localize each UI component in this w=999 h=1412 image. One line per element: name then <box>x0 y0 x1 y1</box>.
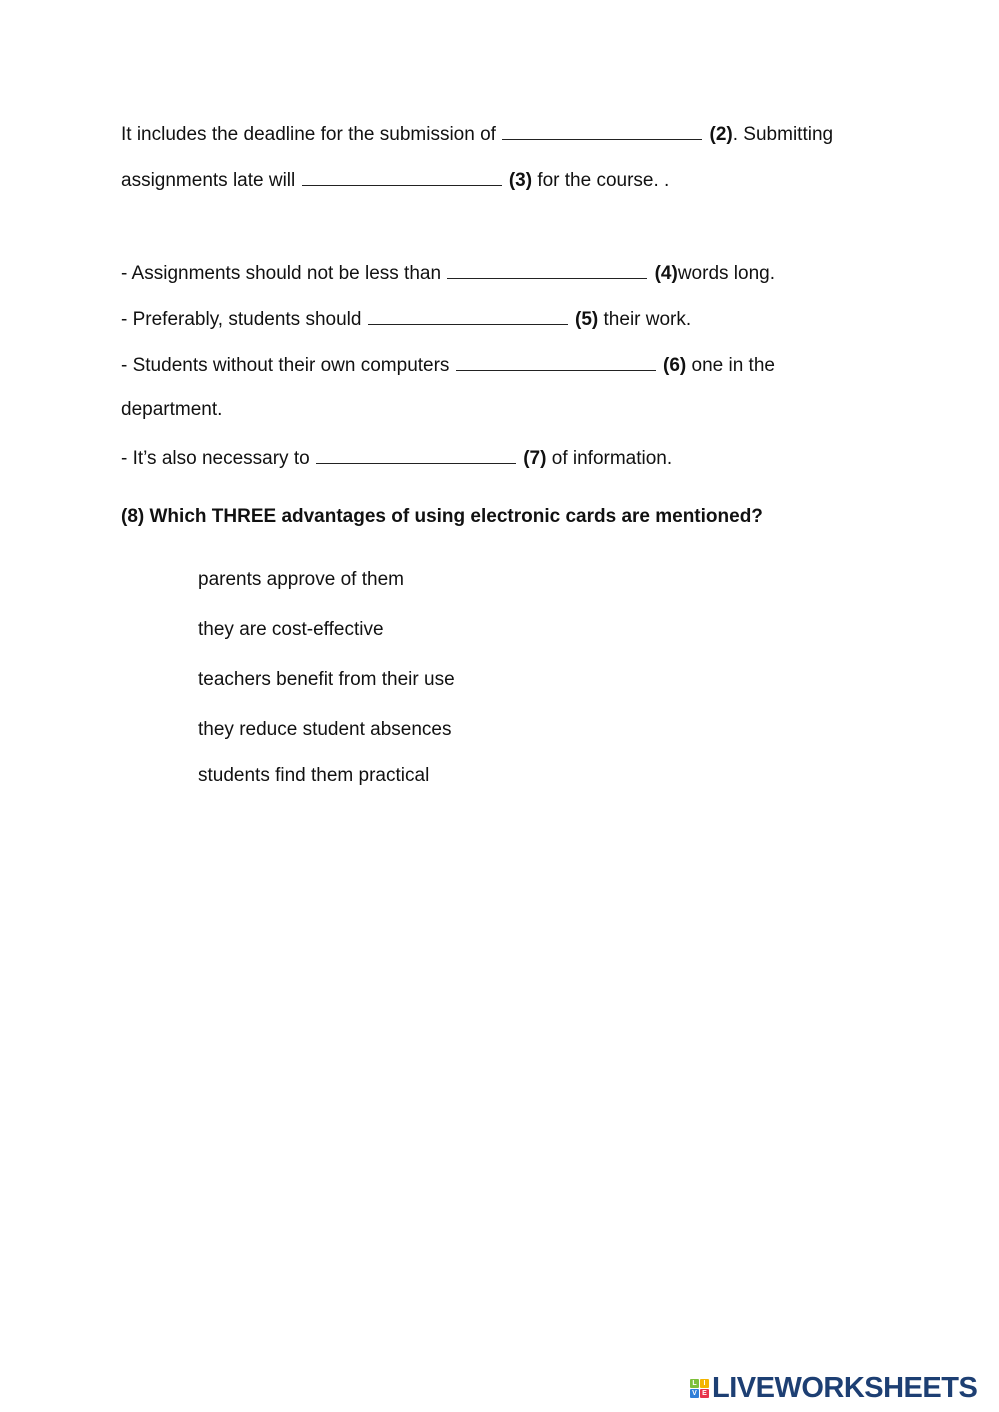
logo-text: LIVEWORKSHEETS <box>712 1372 978 1404</box>
logo-tile: L <box>690 1379 699 1388</box>
blank-number: (2) <box>709 124 733 145</box>
logo-tile: E <box>700 1389 709 1398</box>
answer-blank-4[interactable] <box>447 261 647 279</box>
text: words long. <box>677 263 775 284</box>
blank-number: (4) <box>654 263 678 284</box>
logo-tile: V <box>690 1389 699 1398</box>
text: for the course. . <box>532 170 670 191</box>
answer-blank-2[interactable] <box>502 122 702 140</box>
option-3[interactable]: teachers benefit from their use <box>198 669 455 690</box>
text: - Students without their own computers <box>121 355 455 376</box>
option-4[interactable]: they reduce student absences <box>198 719 452 740</box>
bullet-6-continuation: department. <box>121 399 223 420</box>
answer-blank-3[interactable] <box>302 168 502 186</box>
answer-blank-5[interactable] <box>368 307 568 325</box>
paragraph-line-1 <box>121 122 833 146</box>
text: of information. <box>546 448 673 469</box>
text: assignments late will <box>121 170 301 191</box>
blank-number: (6) <box>663 355 687 376</box>
bullet-6 <box>121 353 775 377</box>
paragraph-line-2 <box>121 168 669 192</box>
answer-blank-6[interactable] <box>456 353 656 371</box>
question-8-title: (8) Which THREE advantages of using electronic cards are mentioned? <box>121 506 763 527</box>
text: . Submitting <box>732 124 834 145</box>
answer-blank-7[interactable] <box>316 446 516 464</box>
liveworksheets-logo <box>690 1374 977 1402</box>
text: - It’s also necessary to <box>121 448 315 469</box>
option-2[interactable]: they are cost-effective <box>198 619 384 640</box>
text: It includes the deadline for the submission of <box>121 124 502 145</box>
blank-number: (5) <box>575 309 599 330</box>
bullet-4 <box>121 261 775 285</box>
blank-number: (7) <box>523 448 547 469</box>
text: one in the <box>686 355 775 376</box>
option-1[interactable]: parents approve of them <box>198 569 404 590</box>
bullet-5 <box>121 307 691 331</box>
text: - Assignments should not be less than <box>121 263 447 284</box>
option-5[interactable]: students find them practical <box>198 765 430 786</box>
text: - Preferably, students should <box>121 309 367 330</box>
blank-number: (3) <box>508 170 533 191</box>
logo-tile: I <box>700 1379 709 1388</box>
bullet-7 <box>121 446 672 470</box>
logo-tiles-icon <box>690 1379 709 1398</box>
text: their work. <box>598 309 692 330</box>
